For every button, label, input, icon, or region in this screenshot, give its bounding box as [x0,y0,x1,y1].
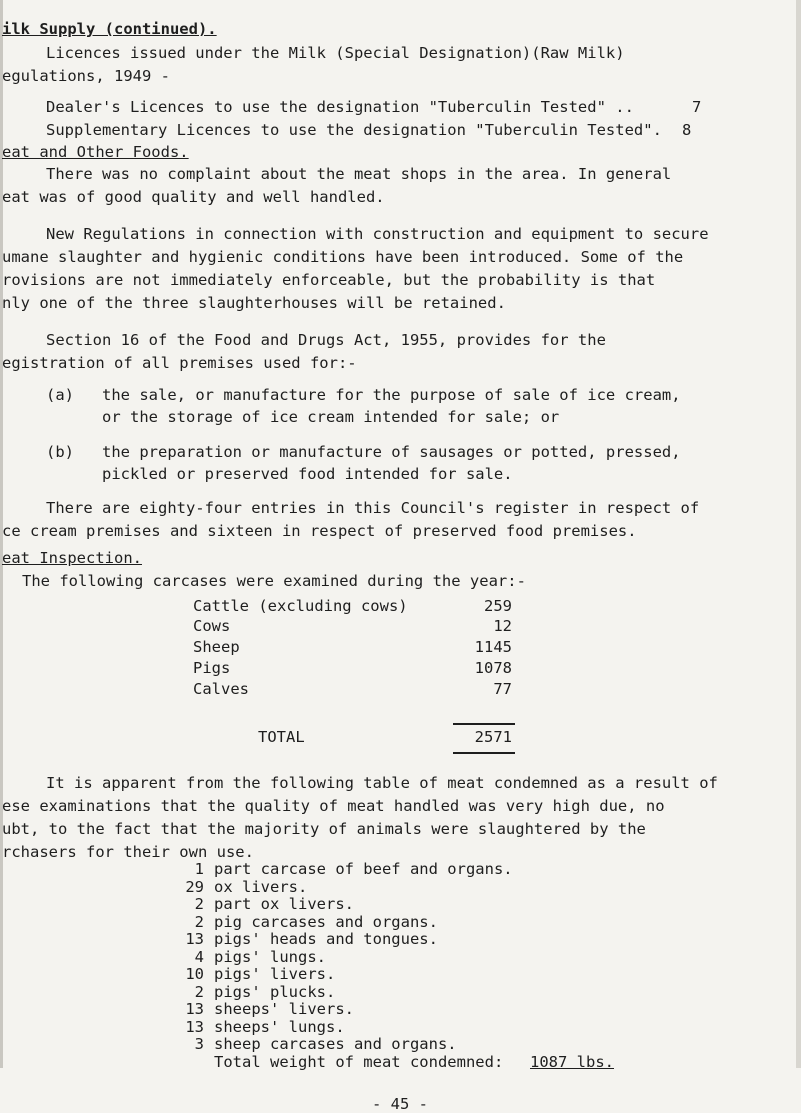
carcase-label: Sheep [193,638,240,656]
condemned-item: sheep carcases and organs. [214,1035,457,1053]
list-marker-b: (b) [46,443,74,461]
total-weight-value: 1087 lbs. [530,1052,614,1071]
carcase-label: Pigs [193,659,231,677]
carcase-count: 77 [493,680,512,698]
list-item-b-line1: the preparation or manufacture of sausages or potted, pressed, [102,443,681,461]
condemned-para-line1: It is apparent from the following table of meat condemned as a result of [46,774,718,792]
regulations-para-line2: umane slaughter and hygienic conditions have been introduced. Some of the [2,248,684,266]
register-para-line2: ce cream premises and sixteen in respect of preserved food premises. [2,522,637,540]
condemned-qty: 13 [185,1000,204,1018]
supplementary-licences-count: 8 [682,121,692,139]
total-top-rule [453,723,515,725]
carcase-label: Cows [193,617,231,635]
section-heading-milk-supply: ilk Supply (continued). [2,20,217,38]
condemned-qty: 2 [194,982,204,1001]
condemned-qty: 10 [185,965,204,983]
carcase-count: 12 [493,617,512,635]
meat-shops-para-line2: eat was of good quality and well handled. [2,188,385,206]
carcase-count: 259 [484,597,512,615]
section16-para-line1: Section 16 of the Food and Drugs Act, 1955, provides for the [46,331,606,349]
page-number: - 45 - [372,1094,428,1113]
section-heading-meat-inspection: eat Inspection. [2,549,142,567]
licences-intro-line1: Licences issued under the Milk (Special Designation)(Raw Milk) [46,44,625,62]
supplementary-licences-label: Supplementary Licences to use the designation "Tuberculin Tested". [46,121,662,139]
regulations-para-line3: rovisions are not immediately enforceable, but the probability is that [2,271,656,289]
condemned-qty: 13 [185,1017,204,1036]
list-item-b-line2: pickled or preserved food intended for sale. [102,465,513,483]
condemned-para-line2: ese examinations that the quality of meat handled was very high due, no [2,797,665,815]
condemned-item: sheeps' livers. [214,1000,354,1018]
register-para-line1: There are eighty-four entries in this Council's register in respect of [46,499,700,517]
regulations-para-line1: New Regulations in connection with construction and equipment to secure [46,225,709,243]
total-weight-label: Total weight of meat condemned: [214,1052,504,1071]
condemned-qty: 1 [194,860,204,878]
condemned-item: pigs' lungs. [214,947,326,966]
condemned-item: ox livers. [214,877,308,896]
condemned-qty: 2 [194,912,204,931]
condemned-item: part ox livers. [214,895,354,913]
condemned-para-line4: rchasers for their own use. [2,843,254,861]
dealers-licences-label: Dealer's Licences to use the designation "Tuberculin Tested" .. [46,98,634,116]
condemned-para-line3: ubt, to the fact that the majority of animals were slaughtered by the [2,820,646,838]
regulations-para-line4: nly one of the three slaughterhouses will be retained. [2,294,506,312]
condemned-item: pig carcases and organs. [214,912,438,931]
carcase-label: Calves [193,680,249,698]
carcase-count: 1078 [474,659,512,677]
condemned-qty: 4 [194,947,204,966]
condemned-item: pigs' heads and tongues. [214,930,438,948]
section16-para-line2: egistration of all premises used for:- [2,354,357,372]
carcase-label: Cattle (excluding cows) [193,597,408,615]
right-margin-shadow [796,0,801,1068]
condemned-qty: 2 [194,895,204,913]
condemned-qty: 13 [185,930,204,948]
condemned-item: pigs' livers. [214,965,336,983]
list-item-a-line1: the sale, or manufacture for the purpose of sale of ice cream, [102,386,681,404]
condemned-item: sheeps' lungs. [214,1017,345,1036]
licences-intro-line2: egulations, 1949 - [2,67,170,85]
condemned-item: part carcase of beef and organs. [214,860,513,878]
condemned-qty: 29 [185,877,204,896]
total-label: TOTAL [258,728,305,746]
meat-shops-para-line1: There was no complaint about the meat shops in the area. In general [46,165,672,183]
condemned-qty: 3 [194,1035,204,1053]
total-value: 2571 [474,728,512,746]
total-bottom-rule [453,752,515,754]
carcases-intro: The following carcases were examined during the year:- [22,572,526,590]
section-heading-meat-other-foods: eat and Other Foods. [2,143,189,161]
dealers-licences-count: 7 [692,98,702,116]
condemned-item: pigs' plucks. [214,982,336,1001]
carcase-count: 1145 [474,638,512,656]
list-item-a-line2: or the storage of ice cream intended for sale; or [102,408,560,426]
list-marker-a: (a) [46,386,74,404]
